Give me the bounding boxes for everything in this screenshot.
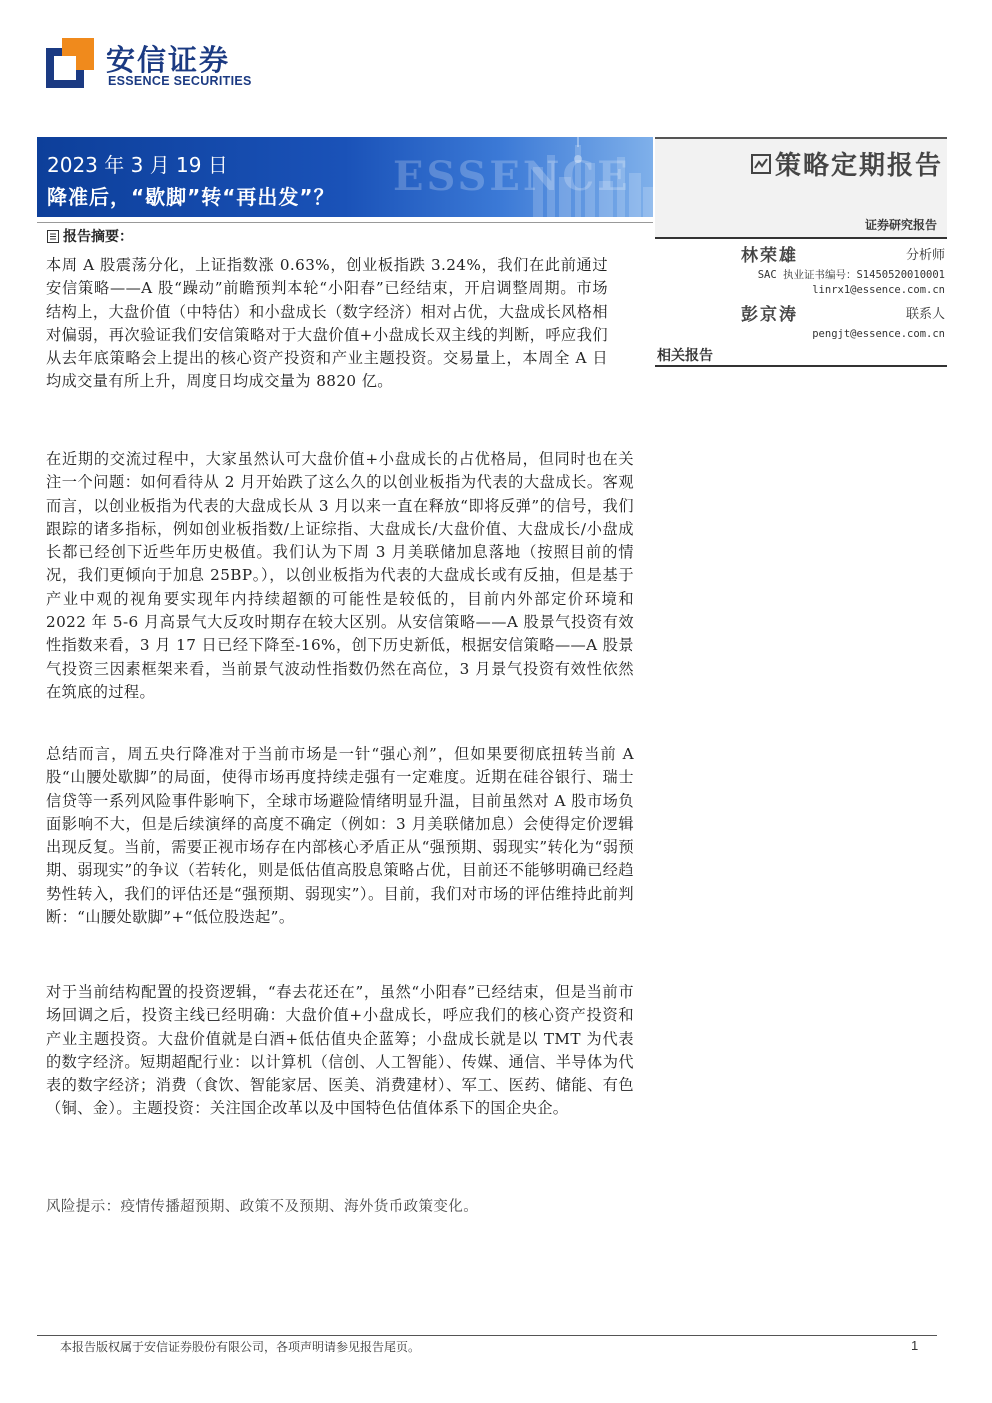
chart-line-icon [751, 154, 771, 174]
summary-paragraph: 本周 A 股震荡分化，上证指数涨 0.63%，创业板指跌 3.24%，我们在此前通过安信策略——A 股“躁动”前瞻预判本轮“小阳春”已经结束，开启调整周期。市场结构上，大盘价值（中特估）和小盘成长（数字经济）相对占优，大盘成长风格相对偏弱，再次验证我们安信策略对于大盘价值+小盘成长双主线的判断，呼应我们从去年底策略会上提出的核心资产投资和产业主题投资。交易量上，本周全 A 日均成交量有所上升，周度日均成交量为 8820 亿。 [46, 256, 608, 391]
report-date: 2023 年 3 月 19 日 [47, 153, 228, 177]
body-paragraph: 对于当前结构配置的投资逻辑，“春去花还在”，虽然“小阳春”已经结束，但是当前市场回调之后，投资主线已经明确：大盘价值+小盘成长，呼应我们的核心资产投资和产业主题投资。大盘价值就是白酒+低估值央企蓝筹；小盘成长就是以 TMT 为代表的数字经济。短期超配行业：以计算机（信创、人工智能）、传媒、通信、半导体为代表的数字经济；消费（食饮、智能家居、医美、消费建材）、军工、医药、储能、有色（铜、金）。主题投资：关注国企改革以及中国特色估值体系下的国企央企。 [46, 983, 634, 1118]
page-number: 1 [911, 1338, 919, 1353]
footer-divider [37, 1335, 937, 1336]
summary-heading [47, 226, 133, 246]
summary-label: 报告摘要： [63, 229, 133, 245]
brand-name-en: ESSENCE SECURITIES [108, 74, 252, 88]
essence-logo-icon [46, 38, 94, 88]
report-type-box [655, 137, 947, 237]
report-title: 降准后，“歇脚”转“再出发”？ [47, 185, 335, 209]
author-email[interactable]: pengjt@essence.com.cn [812, 328, 945, 340]
related-reports [655, 343, 947, 367]
report-category: 证券研究报告 [864, 218, 937, 232]
body-paragraph: 总结而言，周五央行降准对于当前市场是一针“强心剂”，但如果要彻底扭转当前 A 股“山腰处歇脚”的局面，使得市场再度持续走强有一定难度。近期在硅谷银行、瑞士信贷等一系列风险事件影响下，全球市场避险情绪明显升温，目前虽然对 A 股市场负面影响不大，但是后续演绎的高度不确定（例如：3 月美联储加息）会使得定价逻辑出现反复。当前，需要正视市场存在内部核心矛盾正从“强预期、弱现实”转化为“弱预期、弱现实”的争议（若转化，则是低估值高股息策略占优，目前还不能够明确已经趋势性转入，我们的评估还是“强预期、弱现实”）。目前，我们对市场的评估维持此前判断：“山腰处歇脚”+“低位股迭起”。 [46, 745, 634, 927]
author-name: 林荣雄 [741, 246, 798, 266]
author-role: 联系人 [905, 307, 945, 322]
body-paragraph: 在近期的交流过程中，大家虽然认可大盘价值+小盘成长的占优格局，但同时也在关注一个问题：如何看待从 2 月开始跌了这么久的以创业板指为代表的大盘成长。客观而言，以创业板指为代表的大盘成长从 3 月以来一直在释放“即将反弹”的信号，我们跟踪的诸多指标，例如创业板指数/上证综指、大盘成长/大盘价值、大盘成长/小盘成长都已经创下近些年历史极值。我们认为下周 3 月美联储加息落地（按照目前的情况，我们更倾向于加息 25BP。），以创业板指为代表的大盘成长或有反抽，但是基于产业中观的视角要实现年内持续超额的可能性是较低的，目前内外部定价环境和 2022 年 5-6 月高景气大反攻时期存在较大区别。从安信策略——A 股景气投资有效性指数来看，3 月 17 日已经下降至-16%，创下历史新低，根据安信策略——A 股景气投资三因素框架来看，当前景气波动性指数仍然在高位，3 月景气投资有效性依然在筑底的过程。 [46, 450, 634, 701]
report-type-label: 策略定期报告 [774, 151, 943, 181]
author-role: 分析师 [905, 248, 945, 263]
company-logo [46, 38, 276, 92]
document-icon [47, 230, 59, 243]
author-name: 彭京涛 [741, 305, 798, 325]
brand-name-cn: 安信证券 [106, 43, 231, 77]
report-type-heading [751, 145, 943, 182]
divider [37, 222, 653, 223]
author-email[interactable]: linrx1@essence.com.cn [812, 284, 945, 296]
related-reports-label: 相关报告 [657, 348, 713, 364]
title-banner [37, 137, 653, 217]
banner-watermark: ESSENCE [393, 153, 631, 200]
footer-copyright: 本报告版权属于安信证券股份有限公司，各项声明请参见报告尾页。 [60, 1340, 421, 1354]
author-cert: SAC 执业证书编号：S1450520010001 [757, 269, 945, 281]
risk-warning: 风险提示：疫情传播超预期、政策不及预期、海外货币政策变化。 [46, 1199, 479, 1215]
